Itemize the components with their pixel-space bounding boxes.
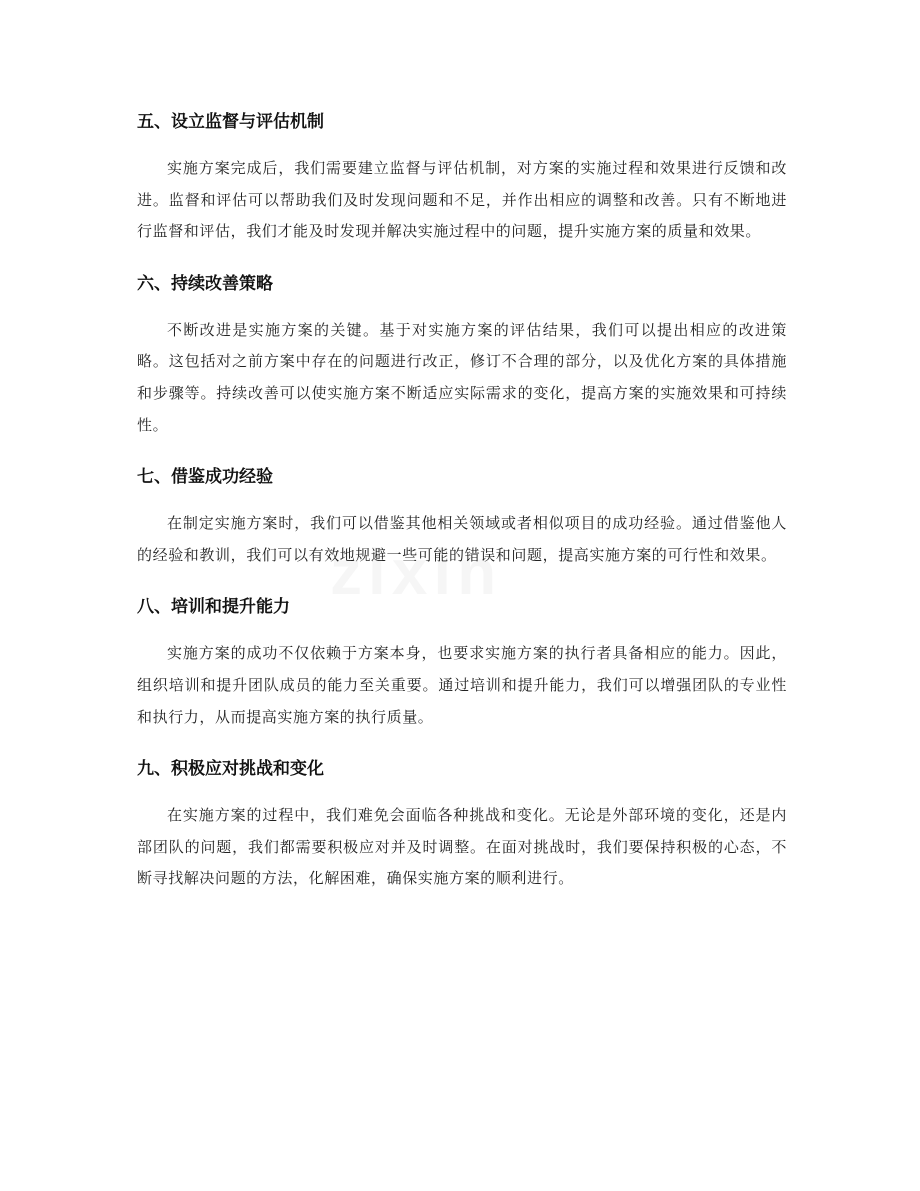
section-paragraph: 实施方案的成功不仅依赖于方案本身，也要求实施方案的执行者具备相应的能力。因此，组织培训和提升团队成员的能力至关重要。通过培训和提升能力，我们可以增强团队的专业性和执行力，从而提高实施方案的执行质量。	[137, 644, 787, 726]
section-paragraph: 在制定实施方案时，我们可以借鉴其他相关领域或者相似项目的成功经验。通过借鉴他人的经验和教训，我们可以有效地规避一些可能的错误和问题，提高实施方案的可行性和效果。	[137, 514, 787, 564]
section-5	[137, 102, 787, 248]
section-heading: 九、积极应对挑战和变化	[137, 759, 324, 780]
section-9	[137, 749, 787, 895]
section-paragraph: 实施方案完成后，我们需要建立监督与评估机制，对方案的实施过程和效果进行反馈和改进。监督和评估可以帮助我们及时发现问题和不足，并作出相应的调整和改善。只有不断地进行监督和评估，我们才能及时发现并解决实施过程中的问题，提升实施方案的质量和效果。	[137, 159, 787, 241]
section-heading: 七、借鉴成功经验	[137, 467, 273, 488]
section-8	[137, 587, 787, 733]
section-heading: 六、持续改善策略	[137, 273, 273, 294]
section-paragraph: 在实施方案的过程中，我们难免会面临各种挑战和变化。无论是外部环境的变化，还是内部团队的问题，我们都需要积极应对并及时调整。在面对挑战时，我们要保持积极的心态，不断寻找解决问题的方法，化解困难，确保实施方案的顺利进行。	[137, 806, 787, 888]
section-7	[137, 457, 787, 571]
document-body	[137, 102, 787, 911]
section-heading: 五、设立监督与评估机制	[137, 112, 324, 132]
section-heading: 八、培训和提升能力	[137, 597, 290, 618]
section-6	[137, 264, 787, 441]
section-paragraph: 不断改进是实施方案的关键。基于对实施方案的评估结果，我们可以提出相应的改进策略。这包括对之前方案中存在的问题进行改正，修订不合理的部分，以及优化方案的具体措施和步骤等。持续改善可以使实施方案不断适应实际需求的变化，提高方案的实施效果和可持续性。	[137, 320, 787, 434]
